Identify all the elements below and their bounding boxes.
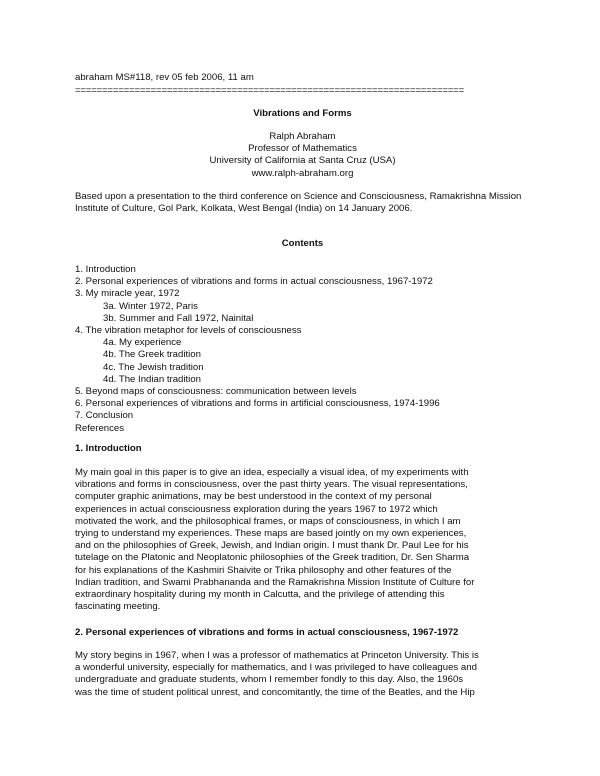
text-line: vibrations and forms in consciousness, over the past thirty years. The visual representations, (75, 479, 468, 491)
author-website: www.ralph-abraham.org (251, 167, 354, 179)
toc-subitem: 4b. The Greek tradition (103, 349, 201, 361)
author-affiliation: University of California at Santa Cruz (USA) (209, 155, 396, 167)
toc-item: 6. Personal experiences of vibrations and forms in artificial consciousness, 1974-1996 (75, 398, 440, 410)
toc-subitem: 3b. Summer and Fall 1972, Nainital (103, 312, 254, 324)
toc-subitem: 4a. My experience (103, 337, 182, 349)
table-of-contents (75, 264, 530, 435)
text-line: My story begins in 1967, when I was a professor of mathematics at Princeton University. This is (75, 650, 479, 661)
text-line: trying to understand my experiences. These maps are based jointly on my own experiences, (75, 528, 467, 540)
contents-heading: Contents (281, 238, 324, 249)
text-line: and on the philosophies of Greek, Jewish, and Indian origin. I must thank Dr. Paul Lee for his (75, 540, 469, 552)
toc-item: 5. Beyond maps of consciousness: communication between levels (75, 386, 357, 398)
text-line: was the time of student political unrest, and concomitantly, the time of the Beatles, and the Hip (75, 686, 475, 698)
header-rule: ======================================================================== (75, 85, 464, 96)
author-block (75, 131, 530, 180)
text-line: a wonderful university, especially for mathematics, and I was privileged to have colleagues and (75, 662, 477, 674)
toc-subitem: 4c. The Jewish tradition (103, 361, 204, 373)
section-2-heading: 2. Personal experiences of vibrations and forms in actual consciousness, 1967-1972 (75, 627, 459, 638)
text-line: Indian tradition, and Swami Prabhananda and the Ramakrishna Mission Institute of Culture for (75, 576, 475, 588)
toc-subitem: 4d. The Indian tradition (103, 373, 201, 385)
text-line: fascinating meeting. (75, 601, 161, 613)
abstract-paragraph: Based upon a presentation to the third conference on Science and Consciousness, Ramakrishna Mission Institute of Culture, Gol Park, Kolkata, West Bengal (India) on 14 January 2006. (75, 191, 522, 215)
text-line: undergraduate and graduate students, whom I remember fondly to this day. Also, the 1960s (75, 674, 464, 686)
toc-item: 3. My miracle year, 1972 (75, 288, 180, 300)
toc-item: 4. The vibration metaphor for levels of consciousness (75, 325, 302, 337)
toc-subitem: 3a. Winter 1972, Paris (103, 300, 198, 312)
text-line: My main goal in this paper is to give an idea, especially a visual idea, of my experiments with (75, 467, 469, 478)
text-line: for his explanations of the Kashmiri Shaivite or Trika philosophy and other features of the (75, 564, 452, 576)
document-header: abraham MS#118, rev 05 feb 2006, 11 am (75, 72, 254, 83)
toc-item: 7. Conclusion (75, 410, 134, 422)
paper-title: Vibrations and Forms (253, 108, 352, 119)
section-1-paragraph (75, 467, 530, 613)
toc-item: References (75, 422, 125, 434)
toc-item: 2. Personal experiences of vibrations and forms in actual consciousness, 1967-1972 (75, 276, 433, 288)
text-line: motivated the work, and the philosophical frames, or maps of consciousness, in which I am (75, 515, 461, 527)
author-position: Professor of Mathematics (248, 143, 357, 155)
text-line: computer graphic animations, may be best understood in the context of my personal (75, 491, 432, 503)
author-name: Ralph Abraham (269, 131, 336, 142)
text-line: experiences in actual consciousness exploration during the years 1967 to 1972 which (75, 503, 438, 515)
text-line: tutelage on the Platonic and Neoplatonic philosophies of the Greek tradition, Dr. Sen Sharma (75, 552, 470, 564)
toc-item: 1. Introduction (75, 264, 136, 275)
text-line: extraordinary hospitality during my month in Calcutta, and the privilege of attending this (75, 589, 445, 601)
section-1-heading: 1. Introduction (75, 443, 142, 454)
section-2-paragraph (75, 650, 530, 699)
